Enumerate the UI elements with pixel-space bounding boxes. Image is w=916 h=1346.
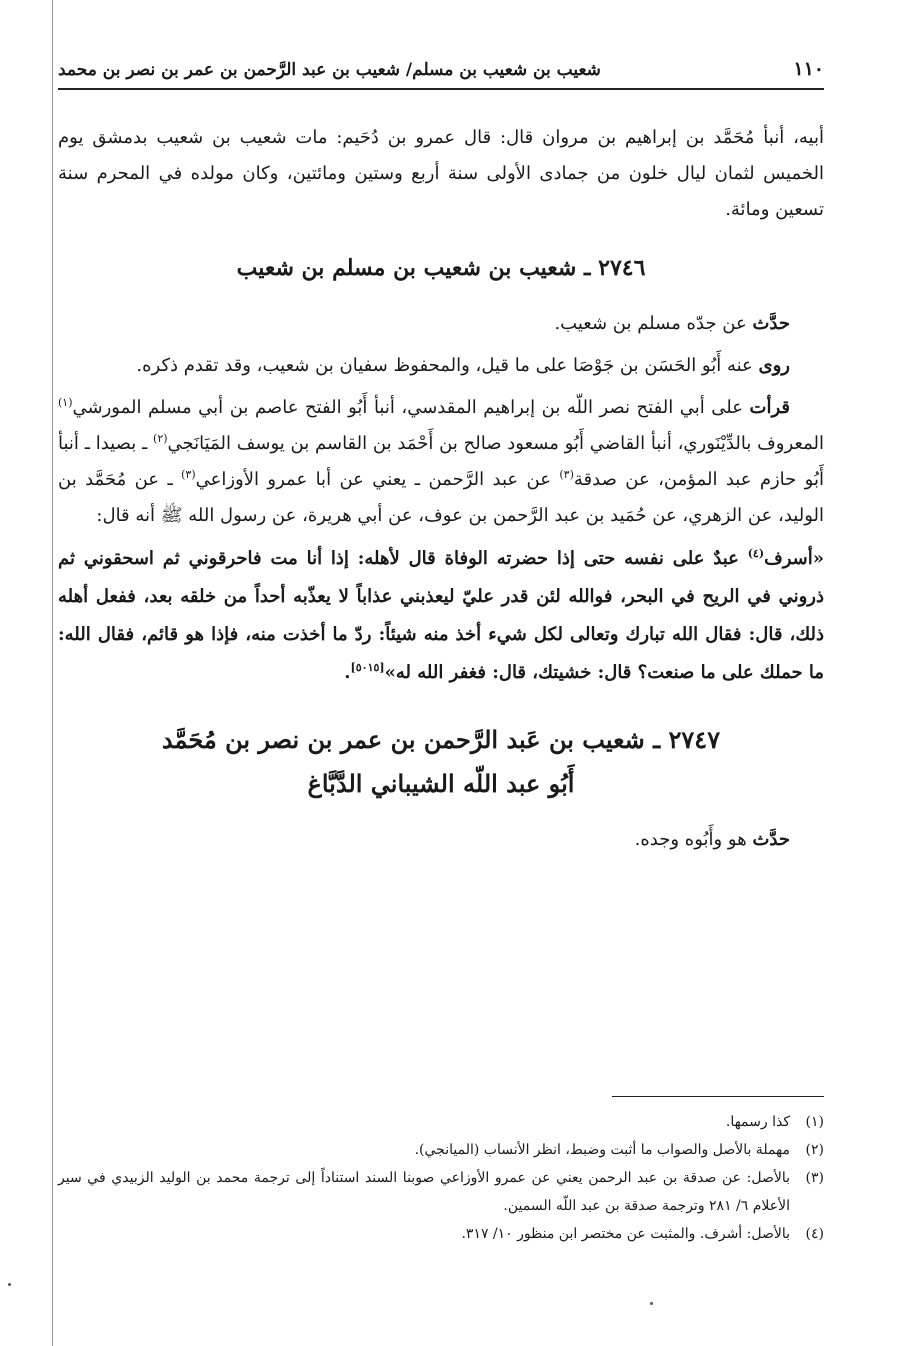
scan-speck — [650, 1302, 653, 1305]
isnad-part-b: المعروف بالدِّيْنَوري، أنبأ القاضي أَبُو مسعود صالح بن أَحْمَد بن القاسم بن يوسف المَيَانَجي — [167, 433, 824, 454]
page-gutter-line — [52, 0, 53, 1346]
rawa-text: عنه أَبُو الحَسَن بن جَوْصَا على ما قيل، والمحفوظ سفيان بن شعيب، وقد تقدم ذكره. — [136, 355, 753, 376]
entry-2747-narrated-paragraph — [58, 822, 824, 858]
entry-2746-narrated-paragraph — [58, 306, 824, 342]
footnote-ref-2[interactable]: (٢) — [153, 432, 168, 445]
scan-speck — [8, 1283, 11, 1286]
footnote-item — [58, 1220, 824, 1248]
entry-2747-title-line2: أَبُو عبد اللّه الشيباني الدَّبَّاغ — [307, 769, 575, 798]
footnote-text: مهملة بالأصل والصواب ما أثبت وضبط، انظر الأنساب (الميانجي). — [414, 1142, 790, 1158]
footnote-item — [58, 1108, 824, 1136]
lead-word-qara-tu: قرأت — [749, 397, 790, 418]
lead-word-haddath-2: حدَّث — [752, 829, 790, 850]
isnad-part-a: على أبي الفتح نصر اللّه بن إبراهيم المقدسي، أنبأ أَبُو الفتح عاصم بن أبي مسلم المورشي — [72, 397, 743, 418]
footnote-separator — [612, 1096, 824, 1097]
footnote-ref-4[interactable]: (٤) — [747, 547, 765, 560]
narrated-text: عن جدّه مسلم بن شعيب. — [554, 313, 747, 334]
page-number: ١١٠ — [793, 58, 824, 80]
lead-word-rawa: روى — [758, 355, 790, 376]
isnad-part-d: عن عبد الرَّحمن ـ يعني عن أبا عمرو الأوزاعي — [195, 469, 560, 490]
footnote-text: كذا رسمها. — [725, 1114, 790, 1130]
entry-2746-title: ٢٧٤٦ ـ شعيب بن شعيب بن مسلم بن شعيب — [236, 255, 646, 281]
entry-2746-rawa-paragraph — [58, 348, 824, 384]
hadith-part-b: عبدٌ على نفسه حتى إذا حضرته الوفاة قال لأهله: إذا أنا مت فاحرقوني ثم اسحقوني ثم ذروني في الريح في البحر، فوالله لئن قدر عليّ ليعذبني عذاباً لا يعذّبه أحداً من خلقه بعد، ففعل أهله ذلك، قال: فقال الله تبارك وتعالى لكل شيء أخذ منه شيئاً: ردّ ما أخذت منه، فإذا هو قائم، فقال الله: ما حملك على ما صنعت؟ قال: خشيتك، قال: فغفر الله له» — [58, 548, 824, 683]
footnote-number: (٣) — [805, 1170, 824, 1186]
footnote-number: (١) — [805, 1114, 824, 1130]
footnote-text: بالأصل: أشرف. والمثبت عن مختصر ابن منظور ١٠/ ٣١٧. — [461, 1226, 790, 1242]
running-title: شعيب بن شعيب بن مسلم/ شعيب بن عبد الرَّحمن بن عمر بن نصر بن محمد — [58, 60, 601, 80]
footnote-number: (٤) — [805, 1226, 824, 1242]
footnote-item — [58, 1136, 824, 1164]
footnote-ref-3[interactable]: (٣) — [559, 468, 574, 481]
isnad-part-e: ـ عن مُحَمَّد بن الوليد، عن الزهري، عن حُمَيد بن عبد الرَّحمن بن عوف، عن أبي هريرة، عن رسول الله ﷺ أنه قال: — [58, 469, 824, 526]
entry-2747-narrated-text: هو وأَبُوه وجده. — [634, 829, 747, 850]
footnotes — [58, 1108, 824, 1248]
footnote-number: (٢) — [805, 1142, 824, 1158]
intro-paragraph: أبيه، أنبأ مُحَمَّد بن إبراهيم بن مروان قال: قال عمرو بن دُحَيم: مات شعيب بن شعيب بدمشق يوم الخميس لثمان ليال خلون من جمادى الأولى سنة أربع وستين ومائتين، وكان مولده في المحرم سنة تسعين ومائة. — [58, 127, 824, 220]
entry-2747-title — [58, 718, 824, 806]
hadith-text — [58, 540, 824, 692]
footnote-text: بالأصل: عن صدقة بن عبد الرحمن يعني عن عمرو الأوزاعي صوبنا السند استناداً إلى ترجمة محمد بن الوليد الزبيدي في سير الأعلام ٦/ ٢٨١ وترجمة صدقة بن عبد اللّه السمين. — [58, 1170, 790, 1214]
page-header — [58, 58, 824, 90]
hadith-end: . — [344, 662, 351, 683]
lead-word-haddath: حدَّث — [752, 313, 790, 334]
hadith-part-a: «أسرف — [764, 548, 824, 569]
isnad-part-c: ـ بصيدا ـ أنبأ أَبُو حازم عبد المؤمن، عن صدقة — [58, 433, 824, 490]
entry-2746-isnad-paragraph — [58, 390, 824, 534]
footnote-ref-1[interactable]: (١) — [58, 396, 73, 409]
footnote-item — [58, 1164, 824, 1220]
main-text — [58, 120, 824, 864]
footnote-ref-3-second[interactable]: (٣) — [181, 468, 196, 481]
hadith-reference-number: [٥٠١٥] — [350, 661, 385, 674]
entry-2747-title-line1: ٢٧٤٧ ـ شعيب بن عَبد الرَّحمن بن عمر بن نصر بن مُحَمَّد — [161, 725, 721, 754]
